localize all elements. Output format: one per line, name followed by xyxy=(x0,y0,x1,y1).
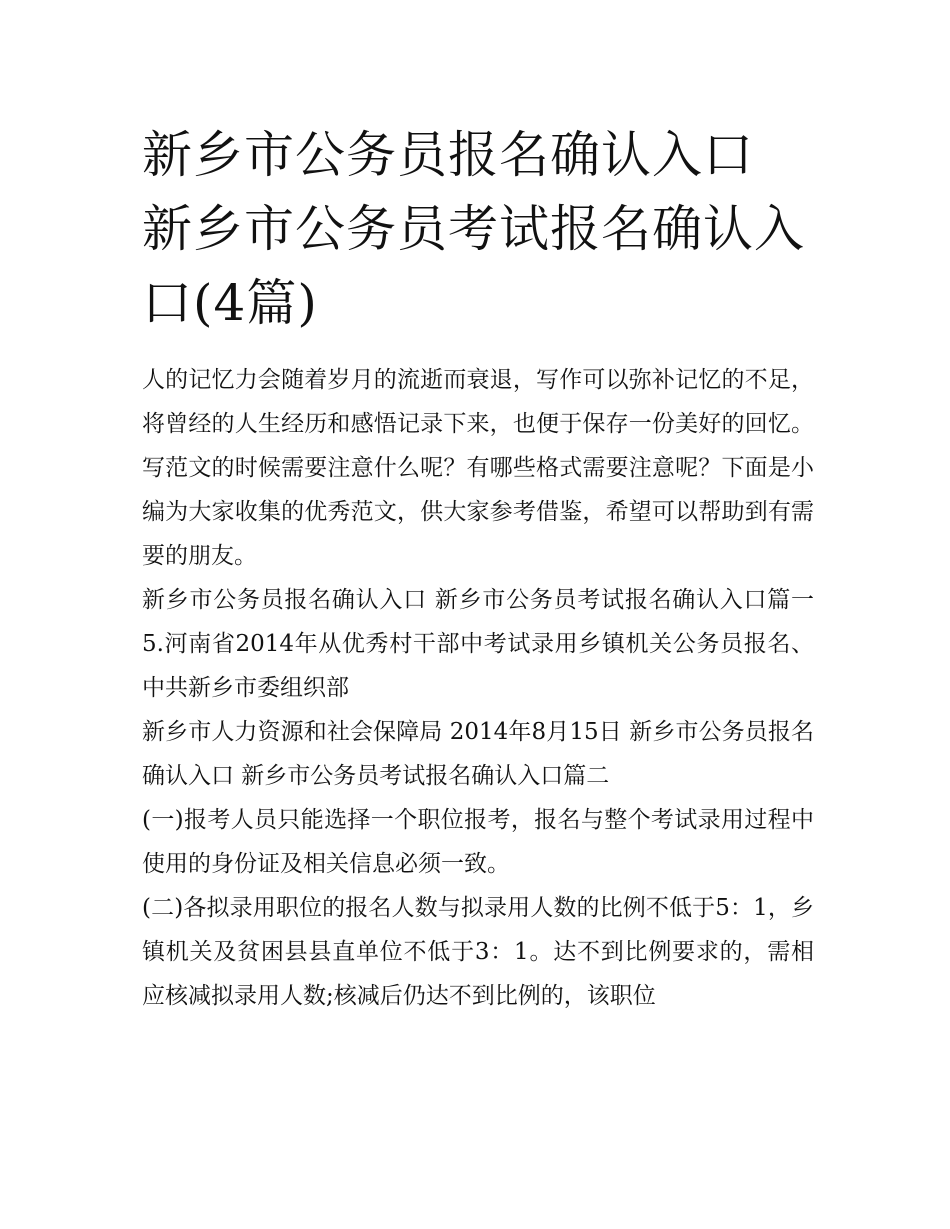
paragraph-3: (一)报考人员只能选择一个职位报考，报名与整个考试录用过程中使用的身份证及相关信息必须一致。 xyxy=(142,807,814,877)
document-title: 新乡市公务员报名确认入口 新乡市公务员考试报名确认入口(4篇) xyxy=(142,126,805,332)
paragraph-2: 新乡市人力资源和社会保障局 2014年8月15日 新乡市公务员报名确认入口 新乡市公务员考试报名确认入口篇二 xyxy=(142,719,814,789)
paragraph-1: 新乡市公务员报名确认入口 新乡市公务员考试报名确认入口篇一 5.河南省2014年从优秀村干部中考试录用乡镇机关公务员报名、 中共新乡市委组织部 xyxy=(142,587,814,701)
paragraph-4: (二)各拟录用职位的报名人数与拟录用人数的比例不低于5：1，乡镇机关及贫困县县直单位不低于3：1。达不到比例要求的，需相应核减拟录用人数;核减后仍达不到比例的，该职位 xyxy=(142,895,814,1009)
paragraph-intro: 人的记忆力会随着岁月的流逝而衰退，写作可以弥补记忆的不足，将曾经的人生经历和感悟记录下来，也便于保存一份美好的回忆。写范文的时候需要注意什么呢？有哪些格式需要注意呢？下面是小编为大家收集的优秀范文，供大家参考借鉴，希望可以帮助到有需要的朋友。 xyxy=(142,367,814,569)
document-content xyxy=(142,118,814,1018)
